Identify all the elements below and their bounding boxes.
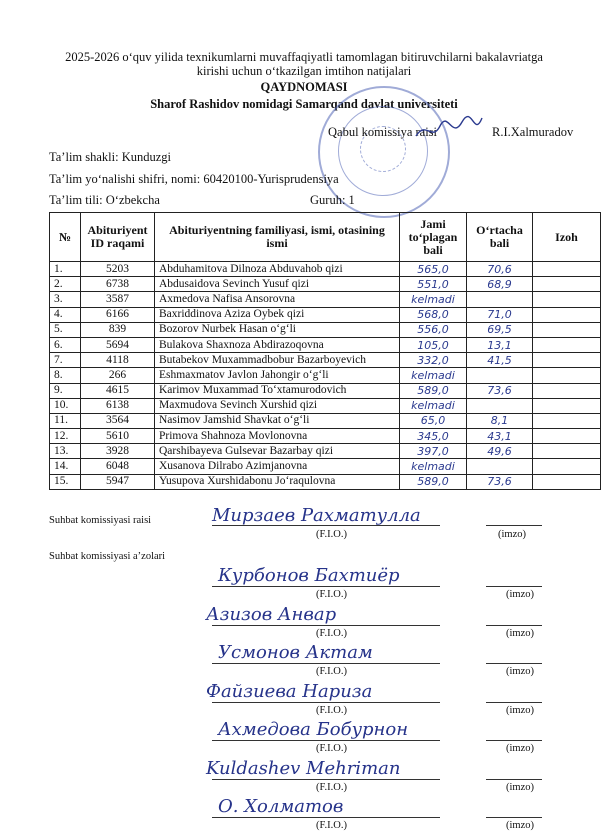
row-number: 15. (50, 474, 81, 489)
chair-signature-icon (412, 112, 484, 148)
signature-line (486, 817, 542, 818)
note-cell (533, 322, 601, 337)
document-title: QAYDNOMASI (260, 80, 348, 94)
total-score: 551,0 (400, 277, 467, 292)
abiturient-id: 5947 (81, 474, 155, 489)
col-header-note: Izoh (533, 213, 601, 262)
table-row (50, 474, 601, 489)
member-signature: Ахмедова Бобурнон (218, 719, 409, 740)
total-score: 568,0 (400, 307, 467, 322)
abiturient-id: 6166 (81, 307, 155, 322)
total-score: kelmadi (400, 292, 467, 307)
abiturient-id: 3928 (81, 444, 155, 459)
member-signature: Файзиева Нариза (206, 680, 373, 702)
table-row (50, 292, 601, 307)
abiturient-id: 3564 (81, 413, 155, 428)
abiturient-name: Primova Shahnoza Movlonovna (155, 429, 400, 444)
note-cell (533, 383, 601, 398)
member-signature: Азизов Анвар (206, 603, 337, 625)
abiturient-name: Qarshibayeva Gulsevar Bazarbay qizi (155, 444, 400, 459)
col-header-num: № (50, 213, 81, 262)
abiturient-id: 4118 (81, 353, 155, 368)
signature-line (212, 779, 440, 780)
note-cell (533, 353, 601, 368)
signature-line (212, 525, 440, 526)
total-score: 397,0 (400, 444, 467, 459)
study-language: Ta’lim tili: O‘zbekcha (49, 193, 160, 207)
signature-line (212, 586, 440, 587)
row-number: 8. (50, 368, 81, 383)
table-row (50, 322, 601, 337)
signature-line (212, 625, 440, 626)
abiturient-id: 5610 (81, 429, 155, 444)
signature-line (486, 625, 542, 626)
average-score (467, 292, 533, 307)
member-signature: Kuldashev Mehriman (206, 757, 401, 779)
row-number: 4. (50, 307, 81, 322)
note-cell (533, 459, 601, 474)
table-row (50, 444, 601, 459)
row-number: 12. (50, 429, 81, 444)
interview-chair-signature: Мирзаев Рахматулла (212, 505, 421, 526)
total-score: 589,0 (400, 474, 467, 489)
abiturient-name: Abduhamitova Dilnoza Abduvahob qizi (155, 262, 400, 277)
note-cell (533, 337, 601, 352)
average-score: 71,0 (467, 307, 533, 322)
note-cell (533, 307, 601, 322)
abiturient-id: 5203 (81, 262, 155, 277)
imzo-caption: (imzo) (506, 627, 534, 639)
signature-line (212, 702, 440, 703)
average-score (467, 459, 533, 474)
abiturient-id: 6048 (81, 459, 155, 474)
signature-line (486, 779, 542, 780)
abiturient-id: 839 (81, 322, 155, 337)
signature-line (486, 525, 542, 526)
note-cell (533, 429, 601, 444)
table-row (50, 277, 601, 292)
fio-caption: (F.I.O.) (316, 781, 347, 793)
row-number: 10. (50, 398, 81, 413)
header-line-1: 2025-2026 o‘quv yilida texnikumlarni muvaffaqiyatli tamomlagan bitiruvchilarni bakalavriatga (65, 50, 543, 64)
abiturient-name: Abdusaidova Sevinch Yusuf qizi (155, 277, 400, 292)
average-score: 73,6 (467, 383, 533, 398)
note-cell (533, 292, 601, 307)
table-row (50, 459, 601, 474)
abiturient-id: 266 (81, 368, 155, 383)
row-number: 6. (50, 337, 81, 352)
member-signature: Усмонов Актам (218, 642, 373, 663)
abiturient-name: Butabekov Muxammadbobur Bazarboyevich (155, 353, 400, 368)
abiturient-name: Baxriddinova Aziza Oybek qizi (155, 307, 400, 322)
abiturient-name: Xusanova Dilrabo Azimjanovna (155, 459, 400, 474)
fio-caption: (F.I.O.) (316, 666, 347, 677)
interview-chair-label: Suhbat komissiyasi raisi (49, 515, 152, 526)
signature-line (486, 663, 542, 664)
header-line-2: kirishi uchun o‘tkazilgan imtihon natijalari (196, 64, 412, 78)
note-cell (533, 474, 601, 489)
total-score: kelmadi (400, 398, 467, 413)
imzo-caption: (imzo) (506, 666, 534, 677)
study-form: Ta’lim shakli: Kunduzgi (49, 150, 172, 164)
signature-line (486, 740, 542, 741)
fio-caption: (F.I.O.) (316, 743, 347, 754)
fio-caption: (F.I.O.) (316, 589, 347, 600)
average-score: 69,5 (467, 322, 533, 337)
total-score: kelmadi (400, 368, 467, 383)
abiturient-id: 6138 (81, 398, 155, 413)
university-name: Sharof Rashidov nomidagi Samarqand davlat universiteti (150, 97, 458, 111)
table-row (50, 398, 601, 413)
fio-caption: (F.I.O.) (316, 704, 347, 716)
table-row (50, 307, 601, 322)
imzo-caption: (imzo) (506, 820, 534, 831)
imzo-caption: (imzo) (498, 529, 526, 540)
member-signature: О. Холматов (218, 796, 344, 817)
results-table (49, 212, 601, 490)
table-row (50, 353, 601, 368)
total-score: kelmadi (400, 459, 467, 474)
fio-caption: (F.I.O.) (316, 627, 347, 639)
average-score (467, 368, 533, 383)
imzo-caption: (imzo) (506, 743, 534, 754)
imzo-caption: (imzo) (506, 589, 534, 600)
row-number: 11. (50, 413, 81, 428)
note-cell (533, 413, 601, 428)
average-score: 8,1 (467, 413, 533, 428)
note-cell (533, 277, 601, 292)
commission-chair-name: R.I.Xalmuradov (492, 125, 574, 139)
interview-members-label: Suhbat komissiyasi a’zolari (49, 551, 166, 562)
average-score: 73,6 (467, 474, 533, 489)
note-cell (533, 368, 601, 383)
average-score: 41,5 (467, 353, 533, 368)
col-header-avg: O‘rtacha bali (467, 213, 533, 262)
row-number: 3. (50, 292, 81, 307)
total-score: 105,0 (400, 337, 467, 352)
row-number: 9. (50, 383, 81, 398)
fio-caption: (F.I.O.) (316, 820, 347, 831)
imzo-caption: (imzo) (506, 704, 534, 716)
abiturient-id: 6738 (81, 277, 155, 292)
average-score (467, 398, 533, 413)
table-header-row (50, 213, 601, 262)
average-score: 43,1 (467, 429, 533, 444)
table-row (50, 413, 601, 428)
average-score: 13,1 (467, 337, 533, 352)
signature-line (212, 817, 440, 818)
total-score: 332,0 (400, 353, 467, 368)
commission-chair-label: Qabul komissiya raisi (328, 125, 438, 139)
member-signature: Курбонов Бахтиёр (218, 565, 400, 586)
group-number: Guruh: 1 (310, 193, 355, 207)
abiturient-name: Yusupova Xurshidabonu Jo‘raqulovna (155, 474, 400, 489)
program-name: Ta’lim yo‘nalishi shifri, nomi: 60420100-Yurisprudensiya (49, 172, 339, 186)
table-row (50, 337, 601, 352)
row-number: 13. (50, 444, 81, 459)
average-score: 68,9 (467, 277, 533, 292)
abiturient-id: 3587 (81, 292, 155, 307)
abiturient-name: Bulakova Shaxnoza Abdirazoqovna (155, 337, 400, 352)
imzo-caption: (imzo) (506, 781, 534, 793)
abiturient-name: Maxmudova Sevinch Xurshid qizi (155, 398, 400, 413)
col-header-id: Abituriyent ID raqami (81, 213, 155, 262)
table-row (50, 383, 601, 398)
total-score: 65,0 (400, 413, 467, 428)
total-score: 565,0 (400, 262, 467, 277)
note-cell (533, 262, 601, 277)
row-number: 5. (50, 322, 81, 337)
signature-line (212, 663, 440, 664)
row-number: 14. (50, 459, 81, 474)
average-score: 70,6 (467, 262, 533, 277)
signature-line (486, 586, 542, 587)
table-row (50, 429, 601, 444)
abiturient-name: Karimov Muxammad To‘xtamurodovich (155, 383, 400, 398)
abiturient-name: Axmedova Nafisa Ansorovna (155, 292, 400, 307)
note-cell (533, 398, 601, 413)
note-cell (533, 444, 601, 459)
row-number: 1. (50, 262, 81, 277)
abiturient-id: 4615 (81, 383, 155, 398)
average-score: 49,6 (467, 444, 533, 459)
abiturient-name: Bozorov Nurbek Hasan o‘g‘li (155, 322, 400, 337)
table-row (50, 262, 601, 277)
abiturient-name: Nasimov Jamshid Shavkat o‘g‘li (155, 413, 400, 428)
total-score: 556,0 (400, 322, 467, 337)
signature-line (212, 740, 440, 741)
row-number: 7. (50, 353, 81, 368)
fio-caption: (F.I.O.) (316, 529, 347, 540)
table-row (50, 368, 601, 383)
abiturient-name: Eshmaxmatov Javlon Jahongir o‘g‘li (155, 368, 400, 383)
abiturient-id: 5694 (81, 337, 155, 352)
row-number: 2. (50, 277, 81, 292)
total-score: 589,0 (400, 383, 467, 398)
col-header-total: Jami to‘plagan bali (400, 213, 467, 262)
signature-line (486, 702, 542, 703)
col-header-name: Abituriyentning familiyasi, ismi, otasining ismi (155, 213, 400, 262)
total-score: 345,0 (400, 429, 467, 444)
